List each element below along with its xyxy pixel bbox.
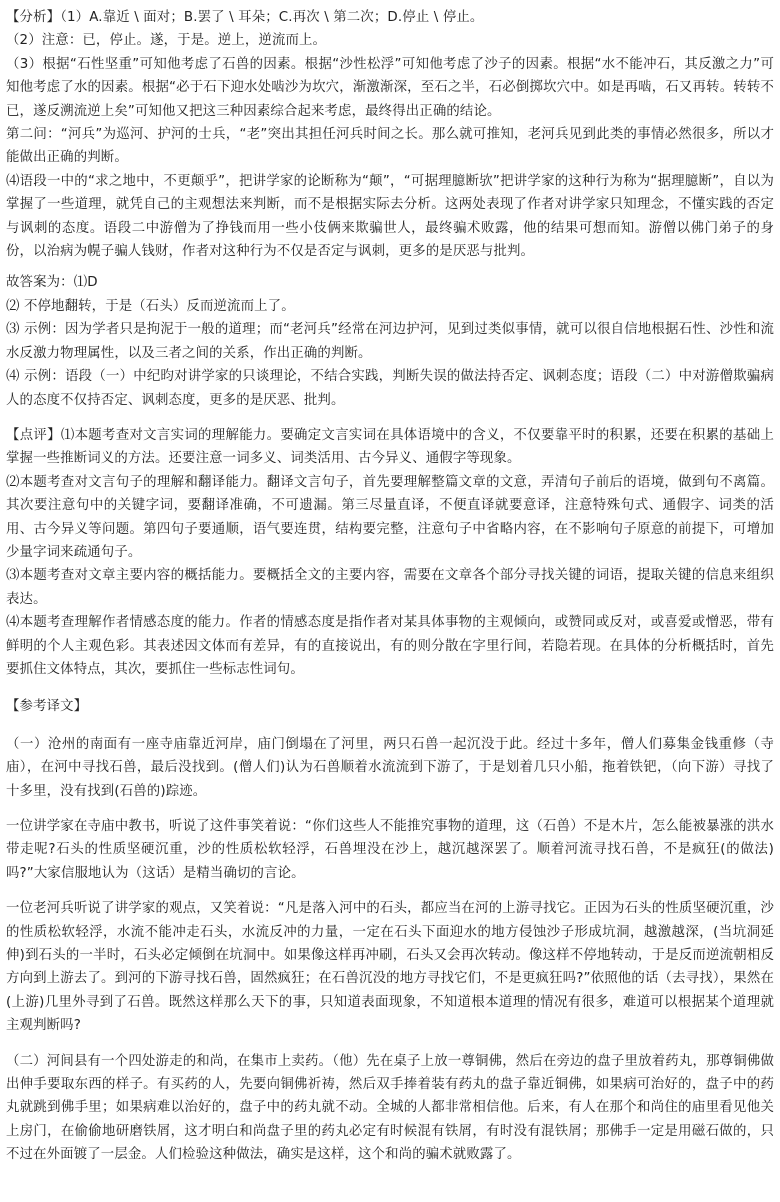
spacer <box>6 803 774 815</box>
comment-item-3: ⑶本题考查对文章主要内容的概括能力。要概括全文的主要内容，需要在文章各个部分寻找关键的词语，提取关键的信息来组织表达。 <box>6 568 774 607</box>
translation-paragraph-2: 一位讲学家在寺庙中教书，听说了这件事笑着说：“你们这些人不能推究事物的道理，这（石兽）不是木片，怎么能被暴涨的洪水带走呢?石头的性质坚硬沉重，沙的性质松软轻浮，石兽埋没在沙上，越沉越深罢了。顺着河流寻找石兽，不是疯狂(的做法)吗?”大家信服地认为（这话）是精当确切的言论。 <box>6 819 774 881</box>
answer-item-4: ⑷ 示例：语段（一）中纪昀对讲学家的只谈理论，不结合实践，判断失误的做法持否定、讽刺态度；语段（二）中对游僧欺骗病人的态度不仅持否定、讽刺态度，更多的是厌恶、批判。 <box>6 369 774 408</box>
spacer <box>6 1038 774 1050</box>
spacer <box>6 681 774 695</box>
translation-heading: 【参考译文】 <box>6 699 88 715</box>
spacer <box>6 412 774 424</box>
comment-item-4: ⑷本题考查理解作者情感态度的能力。作者的情感态度是指作者对某具体事物的主观倾向，或赞同或反对，或喜爱或憎恶，带有鲜明的个人主观色彩。其表述因文体而有差异，有的直接说出，有的则分散在字里行间，若隐若现。在具体的分析概括时，首先要抓住文体特点，其次，要抓住一些标志性词句。 <box>6 615 774 677</box>
comment-item-1: 【点评】⑴本题考查对文言实词的理解能力。要确定文言实词在具体语境中的含义，不仅要靠平时的积累，还要在积累的基础上掌握一些推断词义的方法。还要注意一词多义、词类活用、古今异义、通假字等现象。 <box>6 427 774 467</box>
analysis-second-question: 第二问：“河兵”为巡河、护河的士兵，“老”突出其担任河兵时间之长。那么就可推知，老河兵见到此类的事情必然很多，所以才能做出正确的判断。 <box>6 127 774 166</box>
translation-paragraph-1: （一）沧州的南面有一座寺庙靠近河岸，庙门倒塌在了河里，两只石兽一起沉没于此。经过十多年，僧人们募集金钱重修（寺庙），在河中寻找石兽，最后没找到。(僧人们)认为石兽顺着水流流到下游了，于是划着几只小船，拖着铁钯，（向下游）寻找了十多里，没有找到(石兽的)踪迹。 <box>6 736 774 799</box>
analysis-item-2: （2）注意：已，停止。遂，于是。逆上，逆流而上。 <box>6 33 327 49</box>
answer-item-3: ⑶ 示例：因为学者只是拘泥于一般的道理；而“老河兵”经常在河边护河，见到过类似事情，就可以很自信地根据石性、沙性和流水反激力物理属性，以及三者之间的关系，作出正确的判断。 <box>6 322 774 361</box>
spacer <box>6 719 774 733</box>
answer-heading: 故答案为：⑴D <box>6 275 98 291</box>
comment-item-2: ⑵本题考查对文言句子的理解和翻译能力。翻译文言句子，首先要理解整篇文章的文意，弄清句子前后的语境，做到句不离篇。其次要注意句中的关键字词，要翻译准确，不可遗漏。第三尽量直译，不便直译就要意译，注意特殊句式、通假字、词类的活用、古今异义等问题。第四句子要通顺，语气要连贯，结构要完整，注意句子中省略内容，在不影响句子原意的前提下，可增加少量字词来疏通句子。 <box>6 474 774 560</box>
analysis-item-1 <box>6 6 774 29</box>
spacer <box>6 885 774 897</box>
analysis-item-3: （3）根据“石性坚重”可知他考虑了石兽的因素。根据“沙性松浮”可知他考虑了沙子的因素。根据“水不能冲石，其反激之力”可知他考虑了水的因素。根据“必于石下迎水处啮沙为坎穴，渐激渐深，至石之半，石必倒掷坎穴中。如是再啮，石又再转。转转不已，遂反溯流逆上矣”可知他又把这三种因素综合起来考虑，最终得出正确的结论。 <box>6 56 774 119</box>
spacer <box>6 263 774 271</box>
analysis-heading: 【分析】 <box>6 10 61 25</box>
translation-paragraph-3: 一位老河兵听说了讲学家的观点，又笑着说：“凡是落入河中的石头，都应当在河的上游寻找它。正因为石头的性质坚硬沉重，沙的性质松软轻浮，水流不能冲走石头，水流反冲的力量，一定在石头下面迎水的地方侵蚀沙子形成坑洞，越激越深，(当坑洞延伸)到石头的一半时，石头必定倾倒在坑洞中。如果像这样再冲刷，石头又会再次转动。像这样不停地转动，于是反而逆流朝相反方向到上游去了。到河的下游寻找石兽，固然疯狂；在石兽沉没的地方寻找它们，不是更疯狂吗?”依照他的话（去寻找），果然在(上游)几里外寻到了石兽。既然这样那么天下的事，只知道表面现象，不知道根本道理的情况有很多，难道可以根据某个道理就主观判断吗? <box>6 901 774 1034</box>
translation-paragraph-4: （二）河间县有一个四处游走的和尚，在集市上卖药。（他）先在桌子上放一尊铜佛，然后在旁边的盘子里放着药丸，那尊铜佛做出伸手要取东西的样子。有买药的人，先要向铜佛祈祷，然后双手捧着装有药丸的盘子靠近铜佛，如果病可治好的，盘子中的药丸就跳到佛手里；如果病难以治好的，盘子中的药丸就不动。全城的人都非常相信他。后来，有人在那个和尚住的庙里看见他关上房门，在偷偷地研磨铁屑，这才明白和尚盘子里的药丸必定有时候混有铁屑，有时没有混铁屑；那佛手一定是用磁石做的，只不过在外面镀了一层金。人们检验这种做法，确实是这样，这个和尚的骗术就败露了。 <box>6 1053 774 1163</box>
answer-item-2: ⑵ 不停地翻转，于是（石头）反而逆流而上了。 <box>6 298 295 314</box>
analysis-item-1-text: （1）A.靠近 \ 面对；B.罢了 \ 耳朵；C.再次 \ 第二次；D.停止 \ 停止。 <box>60 10 484 25</box>
analysis-item-4: ⑷语段一中的“求之地中，不更颠乎”，把讲学家的论断称为“颠”，“可据理臆断欤”把讲学家的这种行为称为“据理臆断”，自以为掌握了一些道理，就凭自己的主观想法来判断，而不是根据实际去分析。这两处表现了作者对讲学家只知理念，不懂实践的否定与讽刺的态度。语段二中游僧为了挣钱而用一些小伎俩来欺骗世人，最终骗术败露，他的结果可想而知。游僧以佛门弟子的身份，以治病为幌子骗人钱财，作者对这种行为不仅是否定与讽刺，更多的是厌恶与批判。 <box>6 173 774 260</box>
